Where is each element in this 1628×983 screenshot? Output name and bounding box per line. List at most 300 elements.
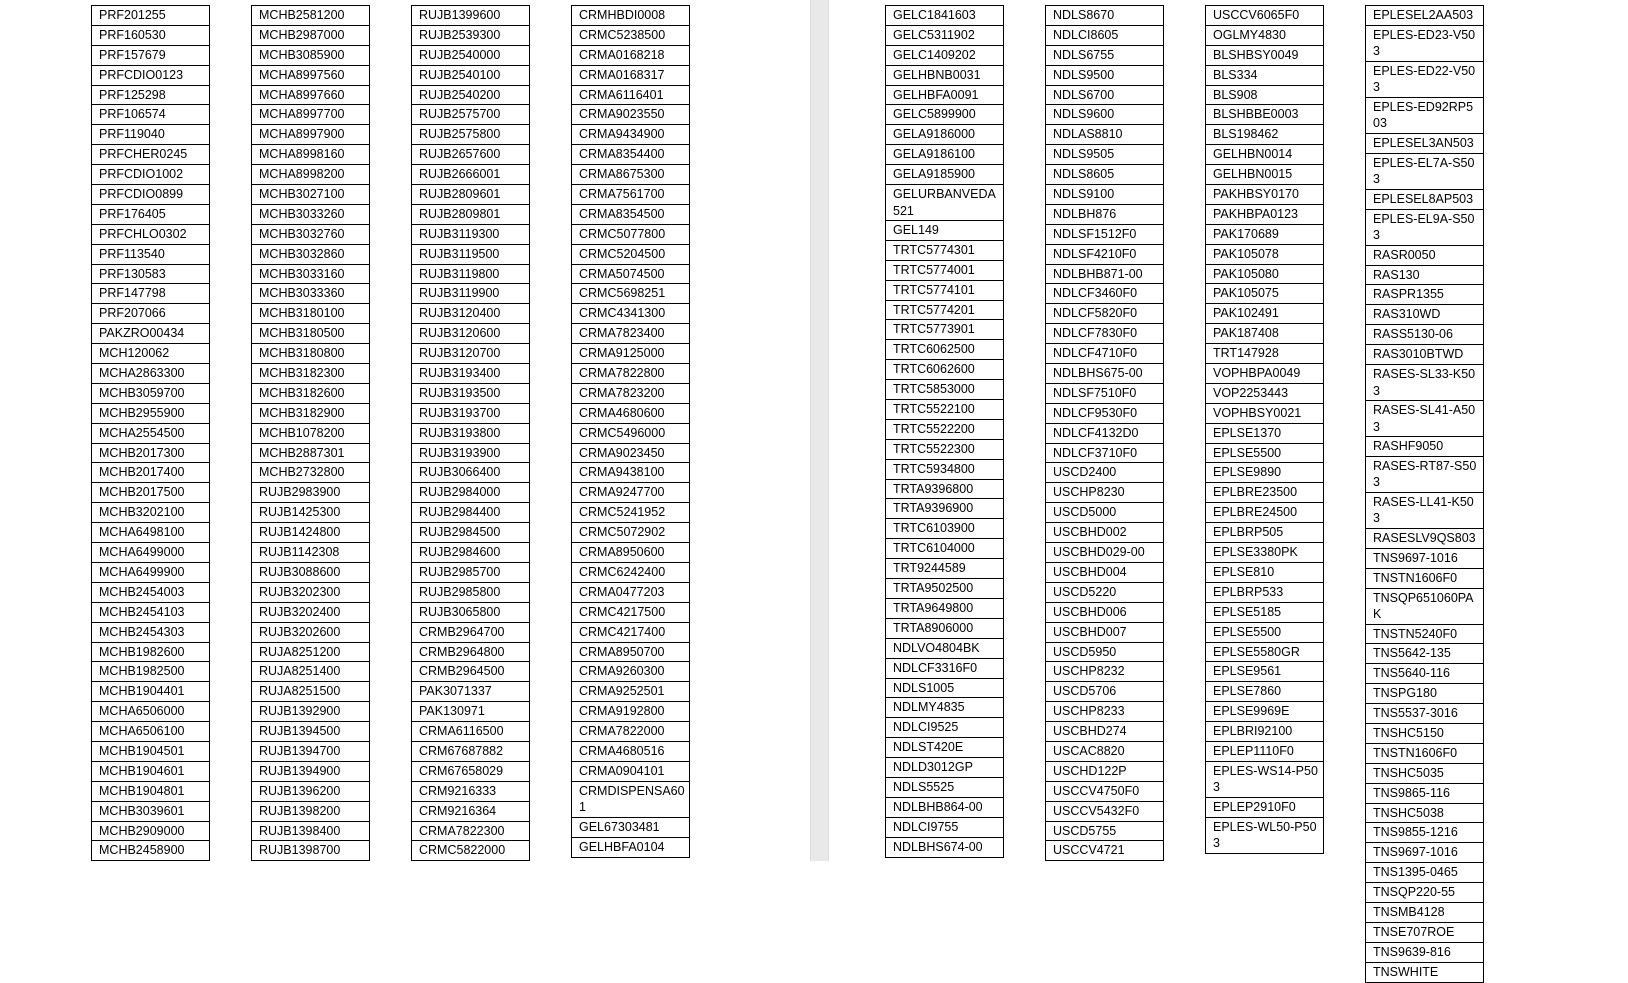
table-cell: RUJB1394900: [251, 762, 370, 782]
table-cell: RASPR1355: [1365, 285, 1484, 305]
table-cell: USCCV6065F0: [1205, 6, 1324, 26]
table-cell: NDLMY4835: [885, 698, 1004, 718]
table-cell: CRMC5698251: [571, 284, 690, 304]
table-cell: CRMC5077800: [571, 225, 690, 245]
table-cell: CRMC4217400: [571, 623, 690, 643]
table-cell: EPLSE1370: [1205, 424, 1324, 444]
table-cell: USCHP8230: [1045, 483, 1164, 503]
table-cell: GELA9185900: [885, 165, 1004, 185]
table-cell: USCCV5432F0: [1045, 802, 1164, 822]
table-cell: RUJB3119500: [411, 245, 530, 265]
table-cell: MCHB3032760: [251, 225, 370, 245]
table-cell: RUJB1425300: [251, 503, 370, 523]
table-cell: PRF176405: [91, 205, 210, 225]
table-cell: RUJB3119900: [411, 284, 530, 304]
table-cell: PAK102491: [1205, 304, 1324, 324]
table-cell: TRTC6062600: [885, 360, 1004, 380]
table-cell: RUJB3120400: [411, 304, 530, 324]
table-cell: MCHB1904401: [91, 682, 210, 702]
table-cell: EPLES-WL50-P503: [1205, 818, 1324, 854]
table-cell: RUJB3193400: [411, 364, 530, 384]
table-cell: NDLCF7830F0: [1045, 324, 1164, 344]
table-cell: NDLSF4210F0: [1045, 245, 1164, 265]
table-cell: CRM67658029: [411, 762, 530, 782]
table-cell: TNSMB4128: [1365, 903, 1484, 923]
table-cell: TRTC5522300: [885, 440, 1004, 460]
table-cell: RUJB3193700: [411, 404, 530, 424]
table-cell: RUJB2983900: [251, 483, 370, 503]
table-cell: PAK3071337: [411, 682, 530, 702]
table-cell: CRMC4217500: [571, 603, 690, 623]
table-cell: MCHB3085900: [251, 46, 370, 66]
table-cell: EPLBRI92100: [1205, 722, 1324, 742]
table-cell: CRMA9247700: [571, 483, 690, 503]
table-cell: MCHB1982500: [91, 662, 210, 682]
table-cell: NDLBHS674-00: [885, 838, 1004, 858]
table-cell: TNS9855-1216: [1365, 823, 1484, 843]
table-cell: CRMB2964700: [411, 623, 530, 643]
table-cell: RUJA8251400: [251, 662, 370, 682]
table-cell: RUJB2985700: [411, 563, 530, 583]
table-cell: CRMA9434900: [571, 125, 690, 145]
table-cell: MCHA8998200: [251, 165, 370, 185]
table-cell: MCHB2887301: [251, 444, 370, 464]
table-cell: USCBHD004: [1045, 563, 1164, 583]
table-cell: RASES-LL41-K503: [1365, 493, 1484, 529]
table-cell: RUJA8251500: [251, 682, 370, 702]
table-cell: MCHA6506100: [91, 722, 210, 742]
table-cell: CRMA8354500: [571, 205, 690, 225]
table-cell: CRMA0904101: [571, 762, 690, 782]
table-cell: RUJB1398700: [251, 841, 370, 861]
table-cell: CRMA8950700: [571, 643, 690, 663]
table-cell: NDLBHS675-00: [1045, 364, 1164, 384]
table-cell: PAKHBSY0170: [1205, 185, 1324, 205]
table-cell: PRFCDIO1002: [91, 165, 210, 185]
table-cell: TNSHC5038: [1365, 804, 1484, 824]
table-cell: EPLSE7860: [1205, 682, 1324, 702]
table-cell: BLSHBBE0003: [1205, 105, 1324, 125]
table-cell: RUJB3202400: [251, 603, 370, 623]
table-cell: TNSTN1606F0: [1365, 569, 1484, 589]
table-cell: MCHA8998160: [251, 145, 370, 165]
table-cell: NDLCF3710F0: [1045, 444, 1164, 464]
table-cell: MCHB3033260: [251, 205, 370, 225]
table-cell: MCHA8997560: [251, 66, 370, 86]
table-cell: CRMA9438100: [571, 463, 690, 483]
table-cell: TNS9639-816: [1365, 943, 1484, 963]
table-cell: TNSE707ROE: [1365, 923, 1484, 943]
table-cell: TRTC6103900: [885, 519, 1004, 539]
table-cell: RASES-SL33-K503: [1365, 365, 1484, 401]
table-cell: BLS908: [1205, 86, 1324, 106]
table-cell: RUJB2575800: [411, 125, 530, 145]
table-cell: MCHB1078200: [251, 424, 370, 444]
table-cell: RUJB2575700: [411, 105, 530, 125]
table-cell: PRF147798: [91, 284, 210, 304]
table-cell: GELHBN0014: [1205, 145, 1324, 165]
table-cell: VOPHBSY0021: [1205, 404, 1324, 424]
page-separator: [810, 0, 829, 861]
table-cell: RASES-SL41-A503: [1365, 401, 1484, 437]
table-cell: TRTC5522100: [885, 400, 1004, 420]
table-cell: EPLBRE24500: [1205, 503, 1324, 523]
table-cell: NDLD3012GP: [885, 758, 1004, 778]
table-cell: RUJB2809801: [411, 205, 530, 225]
table-cell: MCHB3033360: [251, 284, 370, 304]
table-cell: PRF106574: [91, 105, 210, 125]
table-cell: RUJB3193800: [411, 424, 530, 444]
table-cell: NDLVO4804BK: [885, 639, 1004, 659]
table-cell: CRM67687882: [411, 742, 530, 762]
table-cell: MCHA8997660: [251, 86, 370, 106]
table-cell: RUJB2540100: [411, 66, 530, 86]
table-cell: CRMA7822000: [571, 722, 690, 742]
table-cell: RUJB3193500: [411, 384, 530, 404]
table-cell: RUJB2984600: [411, 543, 530, 563]
table-cell: RUJB3066400: [411, 463, 530, 483]
table-cell: USCCV4750F0: [1045, 782, 1164, 802]
table-cell: RUJB3120600: [411, 324, 530, 344]
table-cell: EPLSE9890: [1205, 463, 1324, 483]
table-cell: NDLST420E: [885, 738, 1004, 758]
table-cell: EPLEP2910F0: [1205, 798, 1324, 818]
table-cell: RASR0050: [1365, 246, 1484, 266]
table-cell: CRM9216364: [411, 802, 530, 822]
table-cell: EPLESEL3AN503: [1365, 134, 1484, 154]
table-cell: MCHB2955900: [91, 404, 210, 424]
table-cell: MCHB2581200: [251, 6, 370, 26]
table-cell: TRTA9649800: [885, 599, 1004, 619]
table-cell: TRTC5773901: [885, 320, 1004, 340]
table-cell: MCHA8997700: [251, 105, 370, 125]
table-cell: NDLSF1512F0: [1045, 225, 1164, 245]
table-cell: CRMA7823200: [571, 384, 690, 404]
table-cell: TRTC5774101: [885, 281, 1004, 301]
table-cell: TNSHC5150: [1365, 724, 1484, 744]
table-cell: CRM9216333: [411, 782, 530, 802]
table-cell: NDLS6755: [1045, 46, 1164, 66]
table-cell: RAS130: [1365, 266, 1484, 286]
table-cell: PRF160530: [91, 26, 210, 46]
table-cell: GELHBFA0104: [571, 838, 690, 858]
table-cell: NDLCF4710F0: [1045, 344, 1164, 364]
table-cell: MCHB2017500: [91, 483, 210, 503]
table-cell: PAKZRO00434: [91, 324, 210, 344]
table-cell: RUJB3202600: [251, 623, 370, 643]
table-cell: EPLES-ED22-V503: [1365, 62, 1484, 98]
table-cell: EPLESEL2AA503: [1365, 6, 1484, 26]
table-cell: PRF201255: [91, 6, 210, 26]
table-cell: MCHA6498100: [91, 523, 210, 543]
table-cell: CRMA5074500: [571, 265, 690, 285]
table-cell: GELC1409202: [885, 46, 1004, 66]
table-cell: RUJB3065800: [411, 603, 530, 623]
table-cell: NDLCF3316F0: [885, 659, 1004, 679]
table-cell: PRF130583: [91, 265, 210, 285]
table-cell: EPLEP1110F0: [1205, 742, 1324, 762]
table-cell: NDLCF9530F0: [1045, 404, 1164, 424]
table-cell: MCHB3039601: [91, 802, 210, 822]
table-cell: USCAC8820: [1045, 742, 1164, 762]
table-cell: RUJB1396200: [251, 782, 370, 802]
table-cell: PRFCDIO0123: [91, 66, 210, 86]
table-cell: GELC5311902: [885, 26, 1004, 46]
table-cell: MCHB3182900: [251, 404, 370, 424]
table-cell: EPLES-EL7A-S503: [1365, 154, 1484, 190]
table-cell: CRMC5496000: [571, 424, 690, 444]
table-cell: TNSQP651060PAK: [1365, 589, 1484, 625]
table-cell: TRTA8906000: [885, 619, 1004, 639]
table-cell: PAK105080: [1205, 265, 1324, 285]
table-cell: OGLMY4830: [1205, 26, 1324, 46]
table-cell: NDLS9100: [1045, 185, 1164, 205]
table-cell: TNS5642-135: [1365, 644, 1484, 664]
table-cell: PRF207066: [91, 304, 210, 324]
table-cell: MCHB2454103: [91, 603, 210, 623]
table-cell: PAKHBPA0123: [1205, 205, 1324, 225]
table-cell: RUJB2984000: [411, 483, 530, 503]
table-cell: NDLSF7510F0: [1045, 384, 1164, 404]
table-cell: MCHB3032860: [251, 245, 370, 265]
table-cell: TRTA9396900: [885, 499, 1004, 519]
table-cell: RUJB1394500: [251, 722, 370, 742]
table-cell: NDLS9600: [1045, 105, 1164, 125]
table-cell: RASES-RT87-S503: [1365, 457, 1484, 493]
table-cell: CRMA9023450: [571, 444, 690, 464]
table-cell: CRMC5204500: [571, 245, 690, 265]
table-cell: TNS1395-0465: [1365, 863, 1484, 883]
table-cell: MCHB3180800: [251, 344, 370, 364]
table-cell: MCHB2458900: [91, 841, 210, 861]
table-cell: CRMA7561700: [571, 185, 690, 205]
table-cell: VOPHBPA0049: [1205, 364, 1324, 384]
table-cell: NDLAS8810: [1045, 125, 1164, 145]
table-cell: CRMHBDI0008: [571, 6, 690, 26]
table-cell: CRMA9260300: [571, 662, 690, 682]
table-cell: MCH120062: [91, 344, 210, 364]
table-cell: CRMB2964500: [411, 662, 530, 682]
table-cell: RUJB2984400: [411, 503, 530, 523]
table-cell: USCD5755: [1045, 822, 1164, 842]
table-cell: PRF113540: [91, 245, 210, 265]
table-cell: BLSHBSY0049: [1205, 46, 1324, 66]
table-column-4: [571, 5, 690, 858]
table-cell: TRT9244589: [885, 559, 1004, 579]
table-cell: EPLBRE23500: [1205, 483, 1324, 503]
table-cell: MCHA2554500: [91, 424, 210, 444]
table-cell: GELHBN0015: [1205, 165, 1324, 185]
table-cell: RASS5130-06: [1365, 325, 1484, 345]
table-cell: EPLBRP505: [1205, 523, 1324, 543]
table-cell: EPLBRP533: [1205, 583, 1324, 603]
table-cell: USCBHD006: [1045, 603, 1164, 623]
document-page-right: [829, 0, 1628, 979]
table-cell: CRMA8675300: [571, 165, 690, 185]
table-cell: MCHB3182300: [251, 364, 370, 384]
table-cell: CRMC6242400: [571, 563, 690, 583]
table-cell: PRFCHER0245: [91, 145, 210, 165]
table-cell: CRMA0477203: [571, 583, 690, 603]
table-cell: USCCV4721: [1045, 841, 1164, 861]
table-cell: NDLS1005: [885, 679, 1004, 699]
table-cell: MCHA8997900: [251, 125, 370, 145]
table-cell: TRTC5522200: [885, 420, 1004, 440]
table-cell: EPLES-ED23-V503: [1365, 26, 1484, 62]
table-cell: RUJB1392900: [251, 702, 370, 722]
table-cell: GELA9186100: [885, 145, 1004, 165]
table-cell: PAK105075: [1205, 284, 1324, 304]
table-cell: TNSTN1606F0: [1365, 744, 1484, 764]
table-cell: TRT147928: [1205, 344, 1324, 364]
table-cell: GELC5899900: [885, 105, 1004, 125]
table-cell: CRMA9023550: [571, 105, 690, 125]
table-cell: RUJB1398200: [251, 802, 370, 822]
table-cell: TRTC6104000: [885, 539, 1004, 559]
table-cell: CRMA6116500: [411, 722, 530, 742]
table-cell: MCHB2454003: [91, 583, 210, 603]
table-cell: RUJB1399600: [411, 6, 530, 26]
table-cell: RUJB2540000: [411, 46, 530, 66]
table-cell: CRMC5072902: [571, 523, 690, 543]
table-cell: RASESLV9QS803: [1365, 529, 1484, 549]
table-cell: RUJB2666001: [411, 165, 530, 185]
table-cell: RUJB2985800: [411, 583, 530, 603]
table-cell: CRMA4680516: [571, 742, 690, 762]
table-cell: TNSHC5035: [1365, 764, 1484, 784]
table-cell: USCD5220: [1045, 583, 1164, 603]
table-cell: TRTC5774301: [885, 241, 1004, 261]
table-cell: USCBHD274: [1045, 722, 1164, 742]
table-cell: MCHB3033160: [251, 265, 370, 285]
table-cell: CRMA6116401: [571, 86, 690, 106]
table-cell: CRMC5822000: [411, 841, 530, 861]
table-cell: RUJA8251200: [251, 643, 370, 663]
table-cell: RUJB2809601: [411, 185, 530, 205]
table-cell: PRFCDIO0899: [91, 185, 210, 205]
table-cell: NDLS8670: [1045, 6, 1164, 26]
table-cell: CRMC4341300: [571, 304, 690, 324]
table-cell: MCHB2454303: [91, 623, 210, 643]
table-cell: TNSQP220-55: [1365, 883, 1484, 903]
table-cell: TRTA9396800: [885, 480, 1004, 500]
table-cell: NDLBHB864-00: [885, 798, 1004, 818]
table-cell: TNS5640-116: [1365, 664, 1484, 684]
table-cell: GELA9186000: [885, 125, 1004, 145]
table-cell: RAS3010BTWD: [1365, 345, 1484, 365]
table-cell: MCHA2863300: [91, 364, 210, 384]
table-cell: NDLS9500: [1045, 66, 1164, 86]
table-cell: TRTC5774001: [885, 261, 1004, 281]
table-cell: TNS5537-3016: [1365, 704, 1484, 724]
table-cell: VOP2253443: [1205, 384, 1324, 404]
table-cell: USCD2400: [1045, 463, 1164, 483]
table-cell: MCHB1904601: [91, 762, 210, 782]
table-cell: EPLSE5500: [1205, 623, 1324, 643]
table-cell: RAS310WD: [1365, 305, 1484, 325]
table-cell: PRF119040: [91, 125, 210, 145]
table-cell: MCHB3059700: [91, 384, 210, 404]
table-cell: CRMA7823400: [571, 324, 690, 344]
table-cell: NDLS8605: [1045, 165, 1164, 185]
table-cell: NDLS9505: [1045, 145, 1164, 165]
table-cell: GELURBANVEDA521: [885, 185, 1004, 221]
table-cell: NDLCI9525: [885, 718, 1004, 738]
table-cell: TNSPG180: [1365, 684, 1484, 704]
table-cell: EPLSE9561: [1205, 662, 1324, 682]
table-cell: TNSTN5240F0: [1365, 625, 1484, 645]
table-cell: USCD5950: [1045, 643, 1164, 663]
table-cell: TNS9697-1016: [1365, 843, 1484, 863]
table-cell: PRF125298: [91, 86, 210, 106]
table-cell: MCHB1982600: [91, 643, 210, 663]
table-cell: TRTC6062500: [885, 340, 1004, 360]
table-cell: MCHA6506000: [91, 702, 210, 722]
table-cell: PRFCHLO0302: [91, 225, 210, 245]
table-cell: EPLSE9969E: [1205, 702, 1324, 722]
table-cell: GEL67303481: [571, 818, 690, 838]
table-cell: RUJB3193900: [411, 444, 530, 464]
table-cell: TNSWHITE: [1365, 963, 1484, 983]
table-cell: CRMA8354400: [571, 145, 690, 165]
table-cell: EPLES-ED92RP503: [1365, 98, 1484, 134]
table-column-2: [251, 5, 370, 861]
table-cell: EPLSE5580GR: [1205, 643, 1324, 663]
table-cell: USCBHD007: [1045, 623, 1164, 643]
table-cell: PAK187408: [1205, 324, 1324, 344]
table-cell: EPLSE5500: [1205, 444, 1324, 464]
table-cell: GELHBNB0031: [885, 66, 1004, 86]
table-cell: CRMA7822800: [571, 364, 690, 384]
table-cell: EPLESEL8AP503: [1365, 190, 1484, 210]
table-cell: MCHB1904501: [91, 742, 210, 762]
table-cell: RUJB2540200: [411, 86, 530, 106]
table-cell: MCHB3180100: [251, 304, 370, 324]
table-cell: USCHD122P: [1045, 762, 1164, 782]
table-cell: MCHB2017400: [91, 463, 210, 483]
table-cell: GELHBFA0091: [885, 86, 1004, 106]
table-cell: EPLES-WS14-P503: [1205, 762, 1324, 798]
table-cell: CRMA0168317: [571, 66, 690, 86]
table-cell: TNS9865-116: [1365, 784, 1484, 804]
table-cell: CRMA9125000: [571, 344, 690, 364]
table-column-5: [885, 5, 1004, 858]
table-column-7: [1205, 5, 1324, 854]
table-cell: RUJB3088600: [251, 563, 370, 583]
table-cell: TNS9697-1016: [1365, 549, 1484, 569]
document-page-left: [0, 0, 810, 861]
table-cell: USCHP8232: [1045, 662, 1164, 682]
table-cell: MCHB3180500: [251, 324, 370, 344]
table-cell: USCD5706: [1045, 682, 1164, 702]
table-cell: GELC1841603: [885, 6, 1004, 26]
table-cell: MCHB2987000: [251, 26, 370, 46]
table-cell: RUJB2539300: [411, 26, 530, 46]
table-cell: PRF157679: [91, 46, 210, 66]
table-cell: NDLCF3460F0: [1045, 284, 1164, 304]
table-cell: RUJB3120700: [411, 344, 530, 364]
table-cell: USCHP8233: [1045, 702, 1164, 722]
table-cell: MCHA6499900: [91, 563, 210, 583]
table-cell: EPLES-EL9A-S503: [1365, 210, 1484, 246]
table-column-3: [411, 5, 530, 861]
table-cell: USCD5000: [1045, 503, 1164, 523]
table-column-6: [1045, 5, 1164, 861]
table-cell: TRTA9502500: [885, 579, 1004, 599]
table-cell: RUJB3119300: [411, 225, 530, 245]
table-cell: PAK130971: [411, 702, 530, 722]
table-cell: MCHB3182600: [251, 384, 370, 404]
